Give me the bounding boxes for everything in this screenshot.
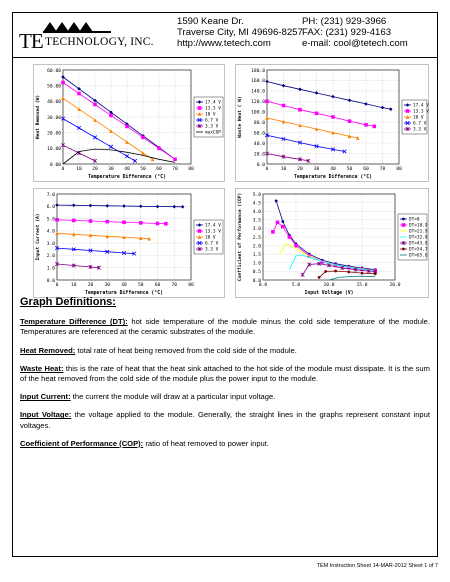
fax-number: FAX: (231) 929-4163 (302, 27, 392, 38)
website-link[interactable]: http://www.tetech.com (177, 38, 271, 49)
legend-marker (402, 218, 405, 221)
legend-marker (402, 248, 405, 251)
legend-label: maxCOP (205, 130, 221, 136)
definitions-heading: Graph Definitions: (20, 296, 116, 308)
y-tick-label: 4.0 (46, 229, 55, 235)
definition-input-voltage (20, 410, 430, 430)
x-tick-label: 50 (140, 167, 146, 172)
x-tick-label: 70 (171, 283, 178, 288)
y-tick-label: 4.5 (252, 201, 261, 207)
email-link[interactable]: e-mail: cool@tetech.com (302, 38, 408, 49)
legend-label: 3.3 V (205, 124, 219, 130)
company-logo (19, 19, 169, 53)
data-point (265, 100, 269, 104)
data-point (315, 112, 319, 116)
data-point (93, 103, 97, 107)
legend-label: 17.4 V (205, 223, 221, 229)
data-point (361, 272, 364, 275)
x-tick-label: 20 (87, 283, 94, 288)
y-tick-label: 2.0 (46, 254, 55, 260)
y-tick-label: 0.0 (252, 278, 261, 284)
x-tick-label: 0 (55, 283, 59, 288)
y-axis-label: Coefficient of Performance (COP) (238, 192, 243, 282)
y-tick-label: 3.5 (252, 218, 261, 224)
definition-input-current (20, 392, 430, 402)
legend-label: 6.7 V (205, 118, 219, 124)
legend-label: DT=32.8 (409, 235, 428, 241)
x-tick-label: 50 (137, 283, 144, 288)
letterhead (13, 13, 437, 58)
x-tick-label: 60 (156, 167, 162, 172)
term-label: Input Voltage: (20, 410, 72, 420)
y-tick-label: 60.00 (47, 68, 61, 74)
x-tick-label: 30 (104, 283, 111, 288)
legend-label: 3.3 V (413, 127, 427, 133)
legend-label: 10 V (205, 112, 216, 118)
legend-marker (198, 106, 202, 110)
x-tick-label: 40 (121, 283, 127, 288)
company-contact (302, 16, 408, 49)
legend-label: 13.3 V (413, 109, 429, 115)
y-tick-label: 6.0 (46, 205, 55, 211)
y-axis-label: Heat Removed (W) (36, 94, 41, 140)
data-point (282, 104, 286, 108)
x-tick-label: 10 (76, 167, 82, 172)
y-tick-label: 0.5 (252, 270, 261, 276)
legend-label: 10 V (413, 115, 424, 121)
logo-technology: TECHNOLOGY, INC. (45, 36, 154, 48)
data-point (281, 220, 284, 223)
term-text: hot side temperature of the module minus the cold side temperature of the module. Temperatures are referenced at the ceramic substrates of the module. (20, 317, 430, 337)
y-tick-label: 20.0 (253, 152, 265, 158)
data-point (294, 244, 298, 248)
c2-svg (33, 188, 225, 298)
input-current-chart (33, 188, 225, 298)
y-tick-label: 30.00 (47, 115, 61, 121)
y-tick-label: 3.0 (46, 241, 55, 247)
data-point (364, 123, 368, 127)
x-tick-label: 20 (92, 167, 98, 172)
y-tick-label: 1.0 (46, 266, 55, 272)
data-point (347, 271, 350, 274)
y-tick-label: 3.0 (252, 227, 261, 233)
y-tick-label: 140.0 (251, 89, 265, 95)
x-axis-label: Temperature Difference (°C) (294, 175, 372, 180)
legend-label: DT=65.6 (409, 253, 428, 259)
x-tick-label: 0.0 (258, 283, 268, 288)
c3-svg (235, 188, 429, 298)
legend-label: DT=54.7 (409, 247, 428, 253)
graph-definitions (20, 297, 430, 457)
address-street: 1590 Keane Dr. (177, 16, 244, 27)
x-tick-label: 50 (346, 167, 353, 172)
term-label: Temperature Difference (DT): (20, 317, 128, 327)
waste-heat-chart (235, 64, 429, 182)
legend-marker (402, 223, 406, 227)
y-tick-label: 100.0 (251, 110, 265, 116)
legend-label: 13.3 V (205, 106, 221, 112)
x-tick-label: 10.0 (323, 283, 335, 288)
legend-label: DT=21.9 (409, 229, 428, 235)
data-point (281, 225, 285, 229)
y-tick-label: 50.00 (47, 84, 61, 90)
y-tick-label: 60.0 (253, 131, 265, 137)
data-point (318, 276, 321, 279)
y-tick-label: 5.0 (252, 192, 261, 198)
y-tick-label: 10.00 (47, 147, 61, 153)
y-tick-label: 5.0 (46, 217, 55, 223)
x-axis-label: Input Voltage (V) (304, 291, 354, 296)
x-tick-label: 70 (172, 167, 178, 172)
y-tick-label: 40.00 (47, 100, 61, 106)
data-point (372, 125, 376, 129)
definition-temperature-difference (20, 317, 430, 337)
data-point (276, 221, 280, 225)
data-point (334, 270, 337, 273)
legend-label: DT=43.8 (409, 241, 428, 247)
data-point (89, 219, 93, 223)
legend-marker (198, 229, 202, 233)
legend-label: 17.4 V (205, 100, 221, 106)
data-point (77, 92, 81, 96)
x-tick-label: 15.0 (356, 283, 368, 288)
x-tick-label: 80 (396, 167, 402, 172)
legend-label: 10 V (205, 235, 216, 241)
document-page (12, 12, 438, 557)
legend-label: 17.4 V (413, 103, 429, 109)
y-tick-label: 80.0 (253, 121, 265, 127)
c1-svg (235, 64, 429, 182)
definition-heat-removed (20, 346, 430, 356)
legend-label: DT=0 (409, 217, 420, 223)
address-city: Traverse City, MI 49696-8257 (177, 27, 303, 38)
legend-label: 3.3 V (205, 247, 219, 253)
logo-te: TE (19, 29, 43, 53)
term-text: total rate of heat being removed from the cold side of the module. (75, 345, 297, 355)
x-tick-label: 80 (188, 167, 194, 172)
y-axis-label: Waste Heat ( W) (238, 96, 243, 138)
data-point (374, 272, 377, 275)
y-tick-label: 40.0 (253, 141, 265, 147)
y-tick-label: 2.5 (252, 235, 261, 241)
data-point (156, 222, 160, 226)
data-point (173, 158, 177, 162)
term-label: Input Current: (20, 392, 71, 402)
term-text: the current the module will draw at a particular input voltage. (70, 392, 276, 402)
x-tick-label: 80 (188, 283, 194, 288)
page-footer: TEM Instruction Sheet 14-MAR-2012 Sheet 1 of 7 (316, 563, 438, 569)
x-tick-label: 10 (70, 283, 77, 288)
data-point (164, 222, 168, 226)
x-tick-label: 0 (265, 167, 269, 172)
y-tick-label: 1.0 (252, 261, 261, 267)
y-tick-label: 20.00 (47, 131, 61, 137)
y-tick-label: 7.0 (46, 192, 55, 198)
data-point (61, 81, 65, 85)
legend-label: DT=10.9 (409, 223, 428, 229)
x-tick-label: 30 (108, 167, 114, 172)
data-point (105, 220, 109, 224)
x-tick-label: 60 (363, 167, 369, 172)
term-text: the voltage applied to the module. Generally, the straight lines in the graphs represent constant input voltages. (20, 410, 430, 430)
data-point (157, 147, 161, 151)
data-point (109, 114, 113, 118)
data-point (324, 270, 327, 273)
data-point (122, 220, 126, 224)
y-tick-label: 0.0 (256, 162, 265, 168)
data-point (271, 230, 275, 234)
heat-removed-chart (33, 64, 225, 182)
legend-label: 6.7 V (413, 121, 427, 127)
data-point (125, 125, 129, 129)
y-tick-label: 4.0 (252, 210, 261, 215)
definition-waste-heat (20, 364, 430, 384)
company-address (177, 16, 303, 49)
logo-triangles-icon (43, 21, 113, 33)
data-point (275, 199, 278, 202)
term-text: ratio of heat removed to power input. (143, 438, 269, 448)
data-point (288, 235, 292, 239)
y-tick-label: 1.5 (252, 253, 261, 258)
y-tick-label: 160.0 (251, 79, 265, 85)
legend-label: 6.7 V (205, 241, 219, 247)
definition-cop (20, 439, 430, 449)
data-point (55, 218, 59, 222)
phone-number: PH: (231) 929-3966 (302, 16, 387, 27)
y-tick-label: 120.0 (251, 100, 265, 106)
legend-marker (406, 109, 410, 113)
term-text: this is the rate of heat that the heat sink attached to the hot side of the module must dissipate. It is the sum of the heat removed from the cold side of the module plus the power input to the module. (20, 363, 430, 384)
x-tick-label: 60 (154, 283, 161, 288)
data-point (139, 221, 143, 225)
y-tick-label: 180.0 (251, 68, 265, 74)
y-tick-label: 0.00 (49, 162, 61, 168)
y-tick-label: 2.0 (252, 244, 261, 250)
data-point (331, 115, 335, 119)
x-tick-label: 70 (379, 167, 386, 172)
x-tick-label: 0 (61, 167, 65, 172)
cop-chart (235, 188, 429, 298)
x-tick-label: 10 (280, 167, 287, 172)
term-label: Heat Removed: (20, 345, 76, 355)
x-tick-label: 5.0 (291, 283, 301, 288)
x-axis-label: Temperature Difference (°C) (88, 175, 166, 180)
data-point (72, 219, 76, 223)
x-tick-label: 20 (297, 167, 303, 172)
y-axis-label: Input Current (A) (36, 213, 41, 261)
x-tick-label: 40 (330, 167, 336, 172)
x-axis-label: Temperature Difference (°C) (85, 291, 163, 296)
y-tick-label: 0.0 (46, 278, 55, 284)
x-tick-label: 40 (124, 167, 130, 172)
data-point (141, 136, 145, 140)
x-tick-label: 20.0 (389, 283, 401, 288)
x-tick-label: 30 (313, 167, 320, 172)
term-label: Waste Heat: (20, 363, 64, 373)
term-label: Coefficient of Performance (COP): (20, 438, 144, 448)
legend-label: 13.3 V (205, 229, 221, 235)
c0-svg (33, 64, 225, 182)
data-point (298, 108, 302, 112)
data-point (348, 119, 352, 123)
